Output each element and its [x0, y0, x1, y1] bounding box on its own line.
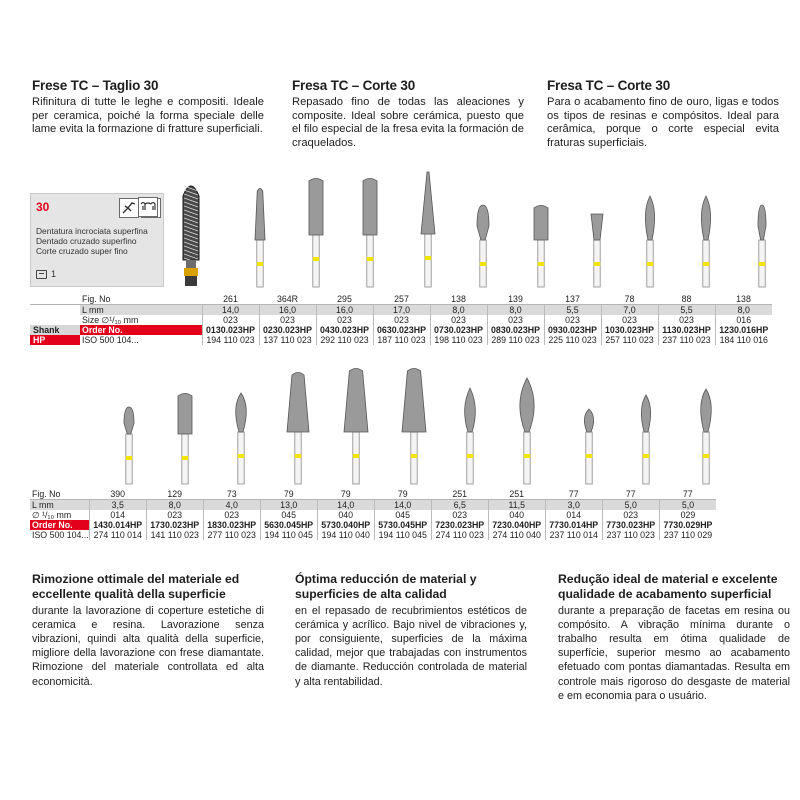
bur-head: [309, 179, 323, 236]
fig-79: 79: [283, 489, 294, 499]
bur-ring: [647, 262, 653, 266]
shank-tab: Shank: [30, 325, 80, 335]
cut-description-pt: Corte cruzado super fino: [36, 246, 128, 257]
bur-138: [477, 205, 489, 287]
iso-number: 289 110 023: [487, 335, 544, 345]
fig-88: 88: [681, 294, 692, 304]
size-cell: 040: [317, 510, 374, 520]
fig-77c: 77: [682, 489, 693, 499]
hp-tab: HP: [30, 335, 80, 345]
row-length: [30, 500, 716, 511]
fig-251: 251: [452, 489, 468, 499]
bur-shank: [586, 432, 592, 484]
order-number: 1830.023HP: [203, 520, 260, 530]
bur-137: [591, 214, 603, 287]
order-number: 7730.014HP: [545, 520, 602, 530]
intro-text-italian: Rifinitura di tutte le leghe e compositi. Ideale per ceramica, poiché la forma speciale delle lame evita la formazione di fratture superficiali.: [32, 96, 264, 136]
size-cell: 029: [659, 510, 716, 520]
fig-77b: 77: [625, 489, 636, 499]
bur-head: [344, 369, 368, 433]
row-order: [30, 325, 772, 335]
pack-quantity: [36, 269, 56, 279]
iso-number: 274 110 014: [89, 530, 146, 540]
bur-ring: [411, 454, 417, 458]
bur-ring: [524, 454, 530, 458]
bur-shank: [353, 432, 359, 484]
row-size: [30, 315, 772, 325]
bur-shank: [647, 240, 653, 287]
bur-head: [477, 205, 489, 240]
bur-head: [255, 189, 265, 241]
bur-head: [641, 395, 650, 432]
featured-crosscut-bur: [183, 186, 199, 286]
crosscut-line: [184, 254, 198, 259]
bur-ring: [257, 262, 263, 266]
iso-number: 194 110 040: [317, 530, 374, 540]
crosscut-line: [184, 222, 198, 227]
bur-ring: [586, 454, 592, 458]
outro-title-portuguese: Redução ideal de material e excelente qualidade de acabamento superficial: [558, 572, 778, 601]
crosscut-line: [184, 246, 198, 251]
crosscut-line: [184, 202, 198, 207]
bur-73: [236, 393, 247, 484]
fig-390: 390: [110, 489, 126, 499]
order-number: 7230.040HP: [488, 520, 545, 530]
fig-79c: 79: [397, 489, 408, 499]
bur-head: [645, 196, 654, 240]
outro-text-portuguese: durante a preparação de facetas em resina ou compósito. A vibração mínima durante o trabalho resulta em ótima qualidade de superfície, superior mesmo ao acabamento efetuado com pontas diamantadas. Resulta em controle mais rigoroso do desgaste de material e em economia para o usuário.: [558, 604, 790, 702]
bur-shank: [238, 432, 244, 484]
order-number: 0930.023HP: [544, 325, 601, 335]
bur-shank: [313, 235, 319, 287]
length-cell: 6,5: [431, 500, 488, 511]
bur-ring: [538, 262, 544, 266]
bur-head: [178, 394, 192, 435]
length-cell: 8,0: [487, 305, 544, 316]
order-number: 1430.014HP: [89, 520, 146, 530]
iso-number: 141 110 023: [146, 530, 203, 540]
bur-88: [701, 196, 710, 287]
label-size: Size ∅¹/₁₀ mm: [82, 315, 139, 325]
bur-364r: [309, 179, 323, 288]
order-number: 0430.023HP: [316, 325, 373, 335]
length-cell: 5,5: [658, 305, 715, 316]
label-size: ∅ ¹/₁₀ mm: [32, 510, 72, 520]
iso-number: 194 110 023: [202, 335, 259, 345]
outro-title-italian: Rimozione ottimale del materiale ed eccellente qualità della superficie: [32, 572, 240, 601]
featured-ring: [184, 268, 198, 276]
fig-73: 73: [226, 489, 237, 499]
crosscut-line: [184, 194, 198, 199]
label-order: Order No.: [30, 520, 89, 530]
crosscut-line: [184, 258, 198, 263]
iso-number: 237 110 029: [659, 530, 716, 540]
size-cell: 016: [715, 315, 772, 325]
length-cell: 16,0: [259, 305, 316, 316]
length-cell: 5,5: [544, 305, 601, 316]
bur-shank: [182, 434, 188, 484]
cut-description-it: Dentatura incrociata superfina: [36, 226, 148, 236]
bur-head: [421, 172, 435, 234]
bur-head: [584, 409, 593, 432]
bur-head: [287, 373, 309, 433]
size-cell: 023: [658, 315, 715, 325]
fig-364r: 364R: [276, 294, 299, 304]
iso-number: 194 110 045: [374, 530, 431, 540]
row-length: [30, 305, 772, 316]
label-length: L mm: [80, 305, 202, 316]
pack-count: 1: [51, 269, 57, 279]
cut-description: [36, 226, 148, 257]
bur-251a: [465, 388, 476, 484]
iso-number: 184 110 016: [715, 335, 772, 345]
bur-head: [363, 179, 377, 236]
bur-139: [534, 206, 548, 288]
crosscut-line: [184, 190, 198, 195]
order-number: 5730.045HP: [374, 520, 431, 530]
fig-78: 78: [624, 294, 635, 304]
bur-ring: [759, 262, 765, 266]
outro-title-spanish: Óptima reducción de material y superficies de alta calidad: [295, 572, 477, 601]
bur-head: [465, 388, 476, 432]
fig-77: 77: [568, 489, 579, 499]
bur-head: [124, 407, 134, 434]
bur-ring: [295, 454, 301, 458]
order-number: 7230.023HP: [431, 520, 488, 530]
row-fig: [30, 489, 716, 500]
outro-column-italian: [32, 572, 264, 689]
crosscut-line: [184, 214, 198, 219]
order-number: 0730.023HP: [430, 325, 487, 335]
length-cell: 5,0: [602, 500, 659, 511]
bur-shank: [126, 434, 132, 484]
fig-257: 257: [394, 294, 409, 304]
bur-ring: [182, 456, 188, 460]
outro-text-italian: durante la lavorazione di coperture estetiche di ceramica e resina. Lavorazione senza vibrazioni, quindi alta qualità della superficie, migliore della lavorazione con frese diamantate. Rimozione del materiale controllata ed alta economicità.: [32, 604, 264, 688]
length-cell: 14,0: [374, 500, 431, 511]
fig-295: 295: [337, 294, 352, 304]
label-fig: Fig. No: [32, 489, 61, 499]
size-cell: 023: [602, 510, 659, 520]
package-icon: [36, 270, 47, 279]
bur-shank: [480, 240, 486, 287]
bur-129: [178, 394, 192, 485]
row-iso: [30, 530, 716, 540]
bur-261: [255, 189, 265, 288]
label-order: Order No.: [80, 325, 202, 335]
size-cell: 014: [89, 510, 146, 520]
crosscut-line: [184, 218, 198, 223]
crosscut-line: [184, 210, 198, 215]
bur-shank: [425, 234, 431, 287]
intro-title-spanish: Fresa TC – Corte 30: [292, 78, 415, 93]
length-cell: 14,0: [317, 500, 374, 511]
bur-shank: [594, 240, 600, 287]
size-cell: 023: [431, 510, 488, 520]
bur-77a: [584, 409, 593, 484]
bur-shank: [257, 240, 263, 287]
bur-ring: [425, 256, 431, 260]
length-cell: 17,0: [373, 305, 430, 316]
bur-78: [645, 196, 654, 287]
size-cell: 023: [601, 315, 658, 325]
iso-number: 274 110 040: [488, 530, 545, 540]
bur-295: [363, 179, 377, 288]
bur-ring: [594, 262, 600, 266]
featured-shank: [185, 276, 197, 286]
bur-shank: [759, 240, 765, 287]
iso-number: 292 110 023: [316, 335, 373, 345]
outro-column-portuguese: [558, 572, 790, 703]
outro-text-spanish: en el repasado de recubrimientos estéticos de cerámica y acrílico. Bajo nivel de vibraciones y, por consiguiente, superficies de la máxima calidad, mejor que trabajadas con instrumentos de diamante. Reducción controlada de material y alta rentabilidad.: [295, 604, 527, 688]
label-length: L mm: [30, 500, 89, 511]
length-cell: 11,5: [488, 500, 545, 511]
bur-79b: [344, 369, 368, 485]
order-number: 0130.023HP: [202, 325, 259, 335]
order-number: 1130.023HP: [658, 325, 715, 335]
fig-129: 129: [167, 489, 183, 499]
cut-number: 30: [36, 200, 50, 214]
fig-138: 138: [451, 294, 466, 304]
size-cell: 014: [545, 510, 602, 520]
crosscut-line: [184, 198, 198, 203]
bur-ring: [367, 257, 373, 261]
intro-title-portuguese: Fresa TC – Corte 30: [547, 78, 670, 93]
bur-ring: [703, 262, 709, 266]
handpiece-icon: [119, 198, 139, 218]
order-number: 1730.023HP: [146, 520, 203, 530]
size-cell: 023: [373, 315, 430, 325]
bur-head: [758, 205, 766, 240]
iso-number: 277 110 023: [203, 530, 260, 540]
size-cell: 023: [203, 510, 260, 520]
bur-ring: [313, 257, 319, 261]
bur-shank: [703, 432, 709, 484]
iso-number: 274 110 023: [431, 530, 488, 540]
bur-251b: [520, 378, 534, 484]
length-cell: 8,0: [430, 305, 487, 316]
size-cell: 023: [259, 315, 316, 325]
spec-table-2: [30, 489, 716, 540]
bur-head: [236, 393, 247, 432]
size-cell: 023: [544, 315, 601, 325]
iso-number: 198 110 023: [430, 335, 487, 345]
bur-138b: [758, 205, 766, 287]
iso-number: 237 110 023: [602, 530, 659, 540]
crosscut-line: [184, 234, 198, 239]
bur-head: [534, 206, 548, 241]
row-size: [30, 510, 716, 520]
crosscut-line: [184, 230, 198, 235]
bur-257: [421, 172, 435, 287]
size-cell: 045: [374, 510, 431, 520]
fig-139: 139: [508, 294, 523, 304]
bur-head: [701, 389, 712, 432]
iso-number: 137 110 023: [259, 335, 316, 345]
iso-number: 225 110 023: [544, 335, 601, 345]
order-number: 7730.029HP: [659, 520, 716, 530]
featured-head: [183, 186, 199, 260]
iso-number: 194 110 045: [260, 530, 317, 540]
intro-column-italian: [32, 78, 264, 137]
label-iso: ISO 500 104...: [82, 335, 139, 345]
bur-77c: [701, 389, 712, 484]
fig-138b: 138: [736, 294, 751, 304]
cut-description-es: Dentado cruzado superfino: [36, 236, 137, 247]
crosscut-line: [184, 238, 198, 243]
fig-251b: 251: [509, 489, 525, 499]
iso-number: 237 110 023: [658, 335, 715, 345]
length-cell: 3,0: [545, 500, 602, 511]
length-cell: 3,5: [89, 500, 146, 511]
intro-column-portuguese: [547, 78, 779, 150]
size-cell: 023: [146, 510, 203, 520]
order-number: 0230.023HP: [259, 325, 316, 335]
row-order: [30, 520, 716, 530]
iso-number: 187 110 023: [373, 335, 430, 345]
spec-table-1: [30, 294, 772, 345]
order-number: 1230.016HP: [715, 325, 772, 335]
crosscut-line: [184, 206, 198, 211]
intro-text-portuguese: Para o acabamento fino de ouro, ligas e todos os tipos de resinas e compósitos. Ideal para cerâmica, porque o corte especial evita fraturas superficiais.: [547, 96, 779, 149]
bur-head: [402, 369, 426, 433]
size-cell: 023: [487, 315, 544, 325]
crosscut-line: [184, 250, 198, 255]
order-number: 0630.023HP: [373, 325, 430, 335]
size-cell: 023: [202, 315, 259, 325]
bur-ring: [467, 454, 473, 458]
intro-title-italian: Frese TC – Taglio 30: [32, 78, 159, 93]
row-fig: [30, 294, 772, 305]
size-cell: 023: [316, 315, 373, 325]
featured-neck: [186, 260, 196, 268]
length-cell: 16,0: [316, 305, 373, 316]
outro-column-spanish: [295, 572, 527, 689]
bur-79c: [402, 369, 426, 485]
fig-79b: 79: [340, 489, 351, 499]
bur-head: [520, 378, 534, 432]
label-iso: ISO 500 104...: [32, 530, 89, 540]
bur-shank: [367, 235, 373, 287]
bur-head: [591, 214, 603, 240]
bur-shank: [643, 432, 649, 484]
row-iso: [30, 335, 772, 345]
iso-number: 257 110 023: [601, 335, 658, 345]
length-cell: 5,0: [659, 500, 716, 511]
crosscut-line: [184, 242, 198, 247]
order-number: 0830.023HP: [487, 325, 544, 335]
size-cell: 040: [488, 510, 545, 520]
length-cell: 13,0: [260, 500, 317, 511]
bur-shank: [703, 240, 709, 287]
bur-shank: [467, 432, 473, 484]
bur-ring: [238, 454, 244, 458]
fig-137: 137: [565, 294, 580, 304]
bur-79a: [287, 373, 309, 485]
fig-261: 261: [223, 294, 238, 304]
bur-ring: [480, 262, 486, 266]
order-number: 1030.023HP: [601, 325, 658, 335]
size-cell: 045: [260, 510, 317, 520]
intro-column-spanish: [292, 78, 524, 150]
order-number: 5630.045HP: [260, 520, 317, 530]
intro-text-spanish: Repasado fino de todas las aleaciones y composite. Ideal sobre cerámica, puesto que el filo especial de la fresa evita la formación de craquelados.: [292, 96, 524, 149]
bur-shank: [538, 240, 544, 287]
order-number: 7730.023HP: [602, 520, 659, 530]
length-cell: 8,0: [715, 305, 772, 316]
size-cell: 023: [430, 315, 487, 325]
length-cell: 14,0: [202, 305, 259, 316]
length-cell: 7,0: [601, 305, 658, 316]
bur-shank: [411, 432, 417, 484]
length-cell: 4,0: [203, 500, 260, 511]
crosscut-line: [184, 186, 198, 191]
bur-390: [124, 407, 134, 484]
bur-shank: [295, 432, 301, 484]
length-cell: 8,0: [146, 500, 203, 511]
bur-shank: [524, 432, 530, 484]
bur-head: [701, 196, 710, 240]
bur-77b: [641, 395, 650, 484]
label-fig: Fig. No: [82, 294, 111, 304]
bur-ring: [353, 454, 359, 458]
bur-ring: [126, 456, 132, 460]
bur-ring: [703, 454, 709, 458]
crosscut-line: [184, 226, 198, 231]
order-number: 5730.040HP: [317, 520, 374, 530]
iso-number: 237 110 014: [545, 530, 602, 540]
bridge-icon: [138, 197, 158, 217]
bur-ring: [643, 454, 649, 458]
